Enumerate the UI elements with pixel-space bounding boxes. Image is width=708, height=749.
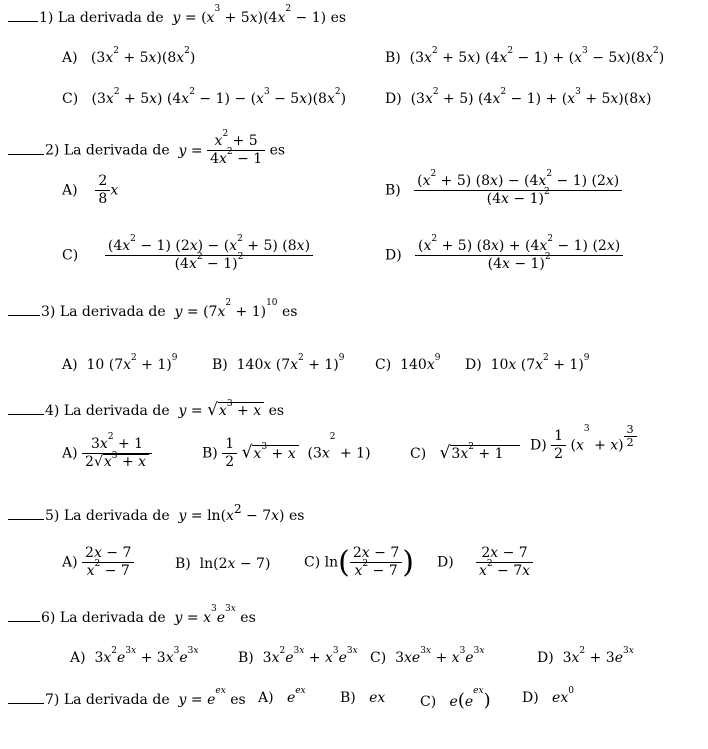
option-3b[interactable]: B) 140x $(7x^2 + 1)^9$ — [212, 353, 345, 373]
answer-blank[interactable] — [8, 401, 44, 415]
option-3a[interactable]: A) 10 $(7x^2 + 1)^9$ — [62, 353, 178, 373]
option-7d[interactable]: D) $ex^0$ — [522, 686, 574, 706]
option-6c[interactable]: C) $3xe^{3x} + x^3e^{3x}$ — [370, 646, 485, 666]
question-expression: $y = √x^3 + x$ — [179, 403, 265, 419]
option-4b[interactable]: B) $\frac{1}{2}$ $√x^3 + x$ $(3x^2 + 1)$ — [202, 432, 371, 470]
question-4-prompt: 4) La derivada de $y = √x^3 + x$ es — [8, 400, 284, 420]
option-7b[interactable]: B) ex — [340, 690, 386, 706]
option-5b[interactable]: B) ln(2x − 7) — [175, 556, 271, 572]
option-3c[interactable]: C) $140x^9$ — [375, 353, 441, 373]
question-number: 3) — [41, 304, 56, 320]
question-expression: $y = \ln(x^2 - 7x)$ — [178, 502, 285, 524]
option-2a[interactable]: A) $\frac{2}{8}$ x — [62, 173, 119, 207]
question-expression: $y = x^3e^{3x}$ — [174, 604, 236, 626]
question-expression: $y = (7x^2 + 1)^{10}$ — [174, 298, 278, 320]
question-number: 4) — [45, 403, 60, 419]
question-number: 1) — [39, 10, 54, 26]
option-5d[interactable]: D) $\frac{2x - 7}{x^2 - 7x}$ — [437, 545, 533, 580]
answer-blank[interactable] — [8, 608, 40, 622]
option-4c[interactable]: C) $√3x^2 + 1$ — [410, 443, 520, 463]
answer-blank[interactable] — [8, 506, 44, 520]
option-2b[interactable]: B) $\frac{(x^2 + 5) (8x) - (4x^2 - 1) (2x)}{(4x - 1)^2}$ — [385, 173, 622, 208]
question-number: 6) — [41, 610, 56, 626]
answer-blank[interactable] — [8, 8, 38, 22]
option-2d[interactable]: D) $\frac{(x^2 + 5) (8x) + (4x^2 - 1) (2x)}{(4x - 1)^2}$ — [385, 238, 623, 273]
question-1-prompt: 1) La derivada de $y = (x^3 + 5x)(4x^2 - 1)$ es — [8, 8, 346, 26]
option-5c[interactable]: C) ln( $\frac{2x - 7}{x^2 - 7}$ ) — [304, 545, 414, 580]
option-4a[interactable]: A) $\frac{3x^2 + 1}{2√x^3 + x}$ — [62, 436, 152, 471]
option-7c[interactable]: C) $e(e^{ex})$ — [420, 686, 491, 711]
option-6d[interactable]: D) $3x^2 + 3e^{3x}$ — [537, 646, 634, 666]
question-expression: $y = (x^3 + 5x)(4x^2 - 1)$ — [172, 4, 327, 26]
option-1b[interactable]: B) $(3x^2 + 5x) (4x^2 - 1) + (x^3 - 5x)(8x^2)$ — [385, 46, 665, 66]
option-6b[interactable]: B) $3x^2e^{3x} + x^3e^{3x}$ — [238, 646, 358, 666]
option-4d[interactable]: D) $\frac{1}{2}$ $(x^3 + x)$ $\frac{3}{2}$ — [530, 428, 637, 463]
question-2-prompt: 2) La derivada de y = $\frac{x^2 + 5}{4x^2 - 1}$ es — [8, 133, 285, 168]
question-number: 7) — [45, 692, 60, 708]
question-number: 5) — [45, 508, 60, 524]
option-1c[interactable]: C) $(3x^2 + 5x) (4x^2 - 1) - (x^3 - 5x)(8x^2)$ — [62, 87, 347, 107]
question-5-prompt: 5) La derivada de $y = \ln(x^2 - 7x)$ es — [8, 506, 304, 524]
question-7-prompt: 7) La derivada de $y = e^{ex}$ es — [8, 690, 246, 708]
option-6a[interactable]: A) $3x^2e^{3x} + 3x^3e^{3x}$ — [70, 646, 199, 666]
option-1d[interactable]: D) $(3x^2 + 5) (4x^2 - 1) + (x^3 + 5x)(8x)$ — [385, 87, 652, 107]
option-1a[interactable]: A) $(3x^2 + 5x)(8x^2)$ — [62, 46, 196, 66]
question-6-prompt: 6) La derivada de $y = x^3e^{3x}$ es — [8, 608, 256, 626]
question-3-prompt: 3) La derivada de $y = (7x^2 + 1)^{10}$ es — [8, 302, 297, 320]
question-expression: $y = e^{ex}$ — [178, 686, 226, 708]
option-5a[interactable]: A) $\frac{2x - 7}{x^2 - 7}$ — [62, 545, 134, 580]
option-2c[interactable]: C) $\frac{(4x^2 - 1) (2x) - (x^2 + 5) (8x)}{(4x^2 - 1)^2}$ — [62, 238, 313, 273]
question-number: 2) — [45, 142, 60, 159]
answer-blank[interactable] — [8, 302, 40, 316]
question-expression: y = $\frac{x^2 + 5}{4x^2 - 1}$ — [179, 143, 266, 159]
answer-blank[interactable] — [8, 690, 44, 704]
option-7a[interactable]: A) $e^{ex}$ — [258, 686, 306, 706]
option-3d[interactable]: D) 10x $(7x^2 + 1)^9$ — [465, 353, 590, 373]
answer-blank[interactable] — [8, 141, 44, 155]
